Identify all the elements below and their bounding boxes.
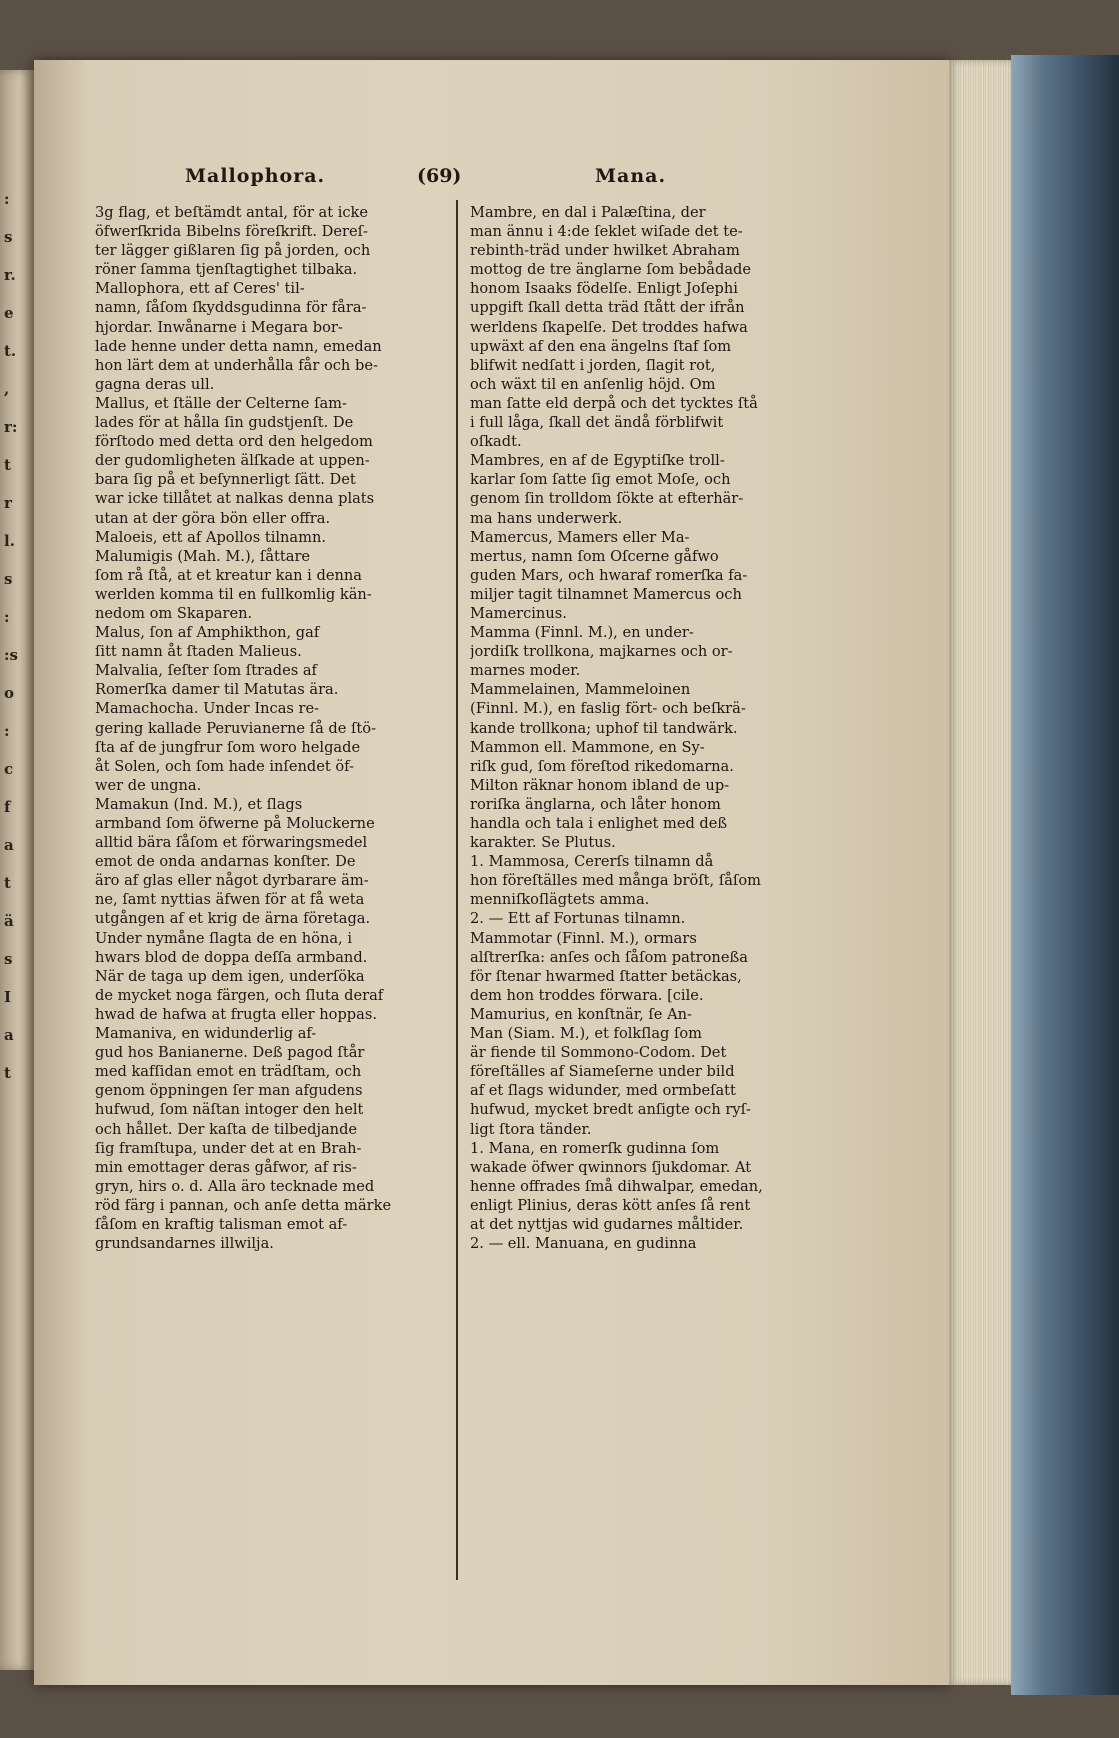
text-line: Mamachocha. Under Incas re- [95, 700, 320, 718]
text-line: Mamurius, en konſtnär, ſe An- [470, 1005, 692, 1023]
left-page-fragment: t [4, 456, 11, 474]
left-page-fragment: s [4, 228, 13, 246]
page-block-edge [949, 60, 1011, 1685]
text-line: henne offrades ſmå dihwalpar, emedan, [470, 1177, 763, 1195]
text-line: miljer tagit tilnamnet Mamercus och [470, 585, 742, 603]
text-line: Mambres, en af de Egyptiſke troll- [470, 452, 725, 470]
text-line: armband ſom öfwerne på Moluckerne [95, 815, 375, 832]
text-line: namn, ſåſom ſkyddsgudinna för fåra- [95, 299, 367, 317]
text-line: alltid bära ſåſom et förwaringsmedel [95, 834, 368, 852]
text-line: Mamaniva, en widunderlig af- [95, 1025, 317, 1043]
text-line: äro af glas eller något dyrbarare äm- [95, 872, 369, 890]
text-line: ter lägger gißlaren ſig på jorden, och [95, 242, 371, 260]
text-line: bara ſig på et beſynnerligt ſätt. Det [95, 471, 356, 489]
text-line: ſåſom en kraftig talisman emot af- [95, 1215, 348, 1233]
text-line: Milton räknar honom ibland de up- [470, 776, 730, 794]
text-line: grundsandarnes illwilja. [95, 1235, 274, 1253]
text-line: gering kallade Peruvianerne ſå de ſtö- [95, 719, 377, 737]
text-line: Mamercinus. [470, 604, 567, 622]
header-right-word: Mana. [595, 165, 667, 187]
text-line: uppgift ſkall detta träd ſtått der ifrån [470, 299, 745, 317]
text-line: utan at der göra bön eller offra. [95, 509, 331, 527]
right-column [470, 203, 826, 1253]
text-line: åt Solen, och ſom hade inſendet öf- [95, 757, 354, 775]
left-page-fragment: o [4, 684, 15, 702]
text-line: enligt Plinius, deras kött anſes ſå rent [470, 1196, 751, 1214]
text-line: at det nyttjas wid gudarnes måltider. [470, 1215, 744, 1233]
text-line: wakade öfwer qwinnors ſjukdomar. At [470, 1158, 752, 1176]
text-line: i full låga, ſkall det ändå förblifwit [470, 414, 724, 432]
text-line: röner ſamma tjenſtagtighet tilbaka. [95, 261, 358, 279]
text-line: man ſatte eld derpå och det tycktes ſtå [470, 394, 758, 412]
text-line: för ſtenar hwarmed ſtatter betäckas, [470, 967, 742, 985]
text-line: werldens ſkapelſe. Det troddes hafwa [470, 318, 748, 336]
left-page-fragment: t [4, 1064, 11, 1082]
text-line: öfwerſkrida Bibelns föreſkrift. Dereſ- [95, 223, 368, 241]
text-line: blifwit nedſatt i jorden, ſlagit rot, [470, 356, 716, 374]
text-line: hon föreſtälles med många bröſt, ſåſom [470, 872, 761, 890]
text-line: Malus, ſon af Amphikthon, gaf [95, 624, 320, 642]
left-page-fragment: : [4, 722, 10, 740]
text-line: ſom rå ſtå, at et kreatur kan i denna [95, 566, 362, 584]
text-line: hwars blod de doppa deſſa armband. [95, 948, 368, 966]
text-line: der gudomligheten älſkade at uppen- [95, 452, 370, 470]
text-line: Under nymåne ſlagta de en höna, i [95, 929, 352, 947]
text-line: ma hans underwerk. [470, 509, 623, 527]
text-line: 1. Mana, en romerſk gudinna ſom [470, 1139, 720, 1157]
left-page-fragment: r [4, 494, 12, 512]
text-line: är fiende til Sommono-Codom. Det [470, 1044, 727, 1062]
text-line: de mycket noga färgen, och ſluta deraf [95, 986, 384, 1004]
text-line: Mammon ell. Mammone, en Sy- [470, 738, 705, 756]
text-line: min emottager deras gåfwor, af ris- [95, 1158, 357, 1176]
text-line: utgången af et krig de ärna företaga. [95, 910, 371, 928]
text-line: Mamakun (Ind. M.), et ſlags [95, 795, 303, 813]
text-line: När de taga up dem igen, underſöka [95, 967, 365, 985]
text-line: Malvalia, ſeſter ſom ſtrades af [95, 662, 317, 680]
text-line: hjordar. Inwånarne i Megara bor- [95, 318, 343, 336]
text-line: gryn, hirs o. d. Alla äro tecknade med [95, 1177, 375, 1195]
text-line: 2. — Ett af Fortunas tilnamn. [470, 910, 686, 928]
text-line: Mammelainen, Mammeloinen [470, 681, 691, 699]
left-page-fragment: : [4, 608, 10, 626]
text-line: Mallophora, ett af Ceres' til- [95, 280, 305, 298]
left-page-fragment: c [4, 760, 14, 778]
text-line: rebinth-träd under hwilket Abraham [470, 242, 740, 260]
left-page-fragment: r. [4, 266, 16, 284]
text-line: Man (Siam. M.), et folkſlag ſom [470, 1025, 703, 1043]
text-line: guden Mars, och hwaraf romerſka fa- [470, 566, 748, 584]
text-line: oſkadt. [470, 433, 522, 451]
text-line: och hållet. Der kaſta de tilbedjande [95, 1120, 358, 1138]
text-line: ne, ſamt nyttias äfwen för at få weta [95, 891, 365, 909]
left-column [95, 203, 451, 1253]
text-line: marnes moder. [470, 662, 581, 680]
text-line: hufwud, ſom näſtan intoger den helt [95, 1101, 364, 1119]
text-line: werlden komma til en fullkomlig kän- [95, 585, 372, 603]
text-line: och wäxt til en anſenlig höjd. Om [470, 375, 716, 393]
text-line: lades för at hålla ſin gudstjenſt. De [95, 414, 354, 432]
left-page-fragment: s [4, 570, 13, 588]
text-line: Mallus, et ſtälle der Celterne ſam- [95, 394, 347, 412]
text-line: genom öppningen ſer man afgudens [95, 1082, 363, 1100]
text-line: mertus, namn ſom Oſcerne gåfwo [470, 547, 719, 565]
text-line: karakter. Se Plutus. [470, 834, 616, 852]
text-line: (Finnl. M.), en faslig fört- och beſkrä- [470, 700, 746, 718]
text-line: war icke tillåtet at nalkas denna plats [95, 490, 375, 508]
text-line: hwad de hafwa at frugta eller hoppas. [95, 1005, 377, 1023]
left-page-fragment: t [4, 874, 11, 892]
left-page-fragment: I [4, 988, 12, 1006]
text-line: upwäxt af den ena ängelns ſtaf ſom [470, 337, 732, 355]
column-divider [456, 200, 458, 1580]
text-line: riſk gud, ſom föreſtod rikedomarna. [470, 757, 734, 775]
text-line: Romerſka damer til Matutas ära. [95, 681, 339, 699]
page-header [185, 165, 825, 195]
text-line: lade henne under detta namn, emedan [95, 337, 382, 355]
text-line: Mamma (Finnl. M.), en under- [470, 624, 694, 642]
text-line: menniſkoſlägtets amma. [470, 891, 650, 909]
text-line: Mamercus, Mamers eller Ma- [470, 528, 690, 546]
left-page-fragment: t. [4, 342, 17, 360]
text-line: 3g flag, et beſtämdt antal, för at icke [95, 204, 369, 221]
text-line: 1. Mammosa, Cererſs tilnamn då [470, 853, 714, 871]
text-line: mottog de tre änglarne ſom bebådade [470, 261, 752, 279]
text-line: röd färg i pannan, och anſe detta märke [95, 1196, 392, 1214]
left-page-fragment: a [4, 1026, 14, 1044]
text-line: handla och tala i enlighet med deß [470, 815, 728, 832]
left-page-fragment: s [4, 950, 13, 968]
left-page-fragment: :s [4, 646, 18, 664]
left-page-fragment: r: [4, 418, 18, 436]
text-line: föreſtälles af Siameſerne under bild [470, 1063, 735, 1081]
page-number: (69) [417, 165, 462, 187]
text-line: roriſka änglarna, och låter honom [470, 795, 721, 813]
left-page-fragment: f [4, 798, 11, 816]
book-cover [1011, 55, 1119, 1695]
text-line: wer de ungna. [95, 776, 202, 794]
left-page-fragment: a [4, 836, 14, 854]
text-line: nedom om Skaparen. [95, 604, 253, 622]
header-left-word: Mallophora. [185, 165, 326, 187]
text-line: ſitt namn åt ſtaden Malieus. [95, 643, 302, 661]
text-line: gagna deras ull. [95, 375, 215, 393]
text-line: hufwud, mycket bredt anſigte och ryſ- [470, 1101, 751, 1119]
text-line: ſta af de jungfrur ſom woro helgade [95, 738, 361, 756]
text-line: ligt ſtora tänder. [470, 1120, 592, 1138]
text-line: emot de onda andarnas konſter. De [95, 853, 356, 871]
text-line: ſig framſtupa, under det at en Brah- [95, 1139, 362, 1157]
text-line: karlar ſom ſatte ſig emot Moſe, och [470, 471, 731, 489]
text-line: alſtrerſka: anſes och ſåſom patroneßa [470, 948, 748, 966]
text-line: genom ſin trolldom ſökte at efterhär- [470, 490, 744, 508]
text-line: Maloeis, ett af Apollos tilnamn. [95, 528, 327, 546]
text-line: Mammotar (Finnl. M.), ormars [470, 929, 697, 947]
text-line: med kafſidan emot en trädſtam, och [95, 1063, 362, 1081]
text-line: dem hon troddes förwara. [cile. [470, 986, 704, 1004]
left-page-fragment: , [4, 380, 10, 398]
left-page-fragment: e [4, 304, 14, 322]
text-line: man ännu i 4:de ſeklet wiſade det te- [470, 223, 743, 241]
text-line: kande trollkona; uphof til tandwärk. [470, 719, 738, 737]
left-page-fragment: l. [4, 532, 15, 550]
text-line: af et ſlags widunder, med ormbeſatt [470, 1082, 736, 1100]
text-line: jordiſk trollkona, majkarnes och or- [470, 643, 733, 661]
text-line: Malumigis (Mah. M.), ſåttare [95, 547, 311, 565]
left-page-fragment: : [4, 190, 10, 208]
text-line: förſtodo med detta ord den helgedom [95, 433, 373, 451]
text-line: 2. — ell. Manuana, en gudinna [470, 1235, 697, 1253]
text-line: hon lärt dem at underhålla får och be- [95, 356, 378, 374]
text-line: honom Isaaks födelſe. Enligt Joſephi [470, 280, 738, 298]
left-page-edge [0, 70, 34, 1670]
text-line: Mambre, en dal i Palæſtina, der [470, 204, 706, 221]
text-line: gud hos Banianerne. Deß pagod ſtår [95, 1044, 365, 1062]
left-page-fragment: ä [4, 912, 14, 930]
